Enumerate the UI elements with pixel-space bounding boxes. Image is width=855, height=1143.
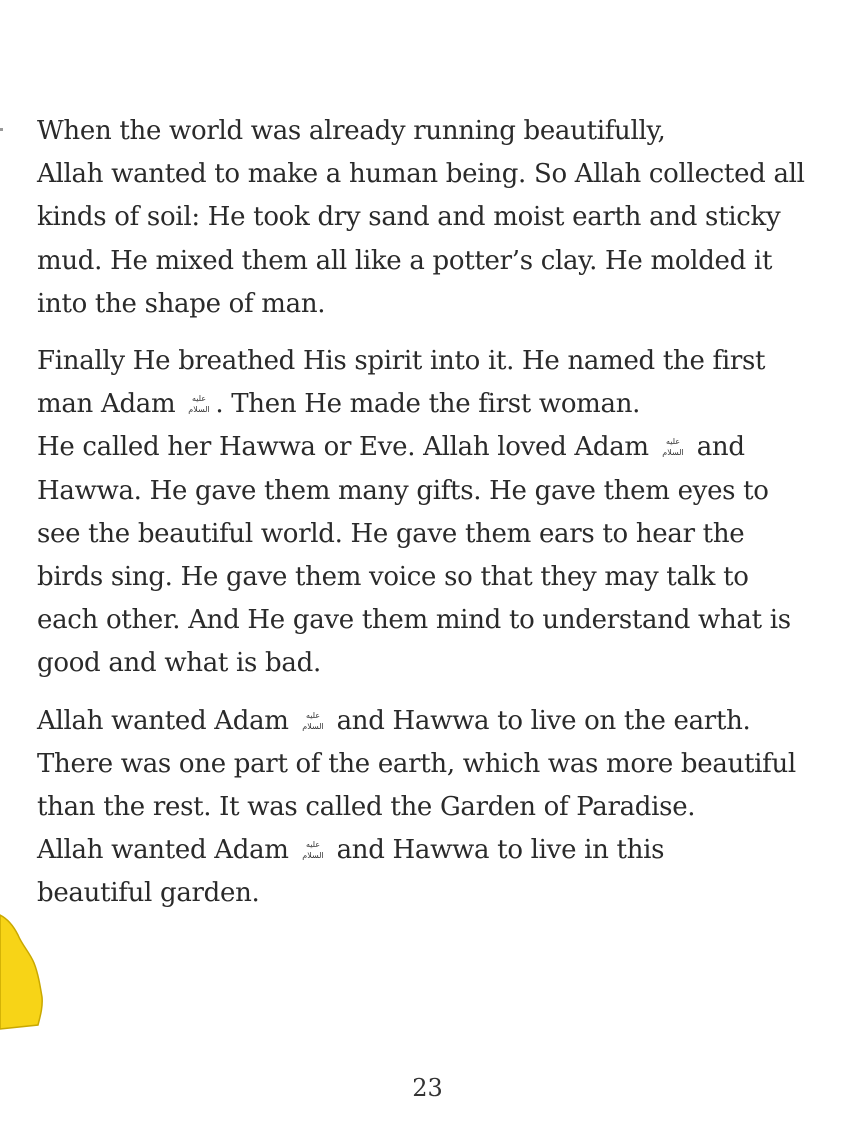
text-line: Allah wanted to make a human being. So Allah collected all — [37, 159, 805, 190]
text-line: Finally He breathed His spirit into it. He named the first — [37, 346, 766, 377]
svg-text:عليه: عليه — [305, 710, 320, 720]
paragraph-2 — [37, 340, 827, 686]
text-line: see the beautiful world. He gave them ears to hear the — [37, 518, 745, 549]
svg-text:عليه: عليه — [192, 394, 207, 404]
text-line: each other. And He gave them mind to understand what is — [37, 605, 791, 636]
text-line: There was one part of the earth, which was more beautiful — [37, 748, 796, 779]
story-text — [37, 110, 827, 930]
yellow-illustration-edge — [0, 905, 60, 1035]
svg-text:السلام: السلام — [188, 405, 211, 415]
svg-text:السلام: السلام — [661, 448, 684, 458]
page-number: 23 — [412, 1074, 443, 1102]
svg-text:عليه: عليه — [305, 840, 320, 850]
text-line — [37, 829, 827, 872]
text-line — [37, 700, 827, 743]
honorific-glyph-icon — [298, 838, 328, 862]
text-segment: and Hawwa to live in this — [328, 835, 665, 866]
text-segment: He called her Hawwa or Eve. Allah loved Adam — [37, 432, 657, 463]
text-segment: man Adam — [37, 389, 184, 420]
text-line: than the rest. It was called the Garden of Paradise. — [37, 792, 696, 823]
paragraph-1 — [37, 110, 827, 326]
honorific-glyph-icon — [658, 435, 688, 459]
svg-text:السلام: السلام — [301, 721, 324, 731]
honorific-glyph-icon — [184, 392, 214, 416]
scan-mark — [0, 128, 3, 131]
text-line — [37, 383, 827, 426]
text-line: birds sing. He gave them voice so that they may talk to — [37, 562, 749, 593]
text-line: mud. He mixed them all like a potter’s clay. He molded it — [37, 245, 773, 276]
svg-text:السلام: السلام — [301, 851, 324, 861]
text-line: Hawwa. He gave them many gifts. He gave them eyes to — [37, 475, 769, 506]
text-segment: Allah wanted Adam — [37, 705, 297, 736]
text-segment: Allah wanted Adam — [37, 835, 297, 866]
text-line — [37, 426, 827, 469]
text-line: into the shape of man. — [37, 288, 326, 319]
text-segment: . Then He made the first woman. — [215, 389, 641, 420]
text-line: beautiful garden. — [37, 878, 260, 909]
honorific-glyph-icon — [298, 709, 328, 733]
text-line: When the world was already running beautifully, — [37, 116, 666, 146]
paragraph-3 — [37, 700, 827, 916]
svg-text:عليه: عليه — [665, 437, 680, 447]
text-line: kinds of soil: He took dry sand and moist earth and sticky — [37, 202, 781, 233]
text-segment: and — [688, 432, 745, 463]
text-segment: and Hawwa to live on the earth. — [328, 705, 751, 736]
text-line: good and what is bad. — [37, 648, 321, 679]
